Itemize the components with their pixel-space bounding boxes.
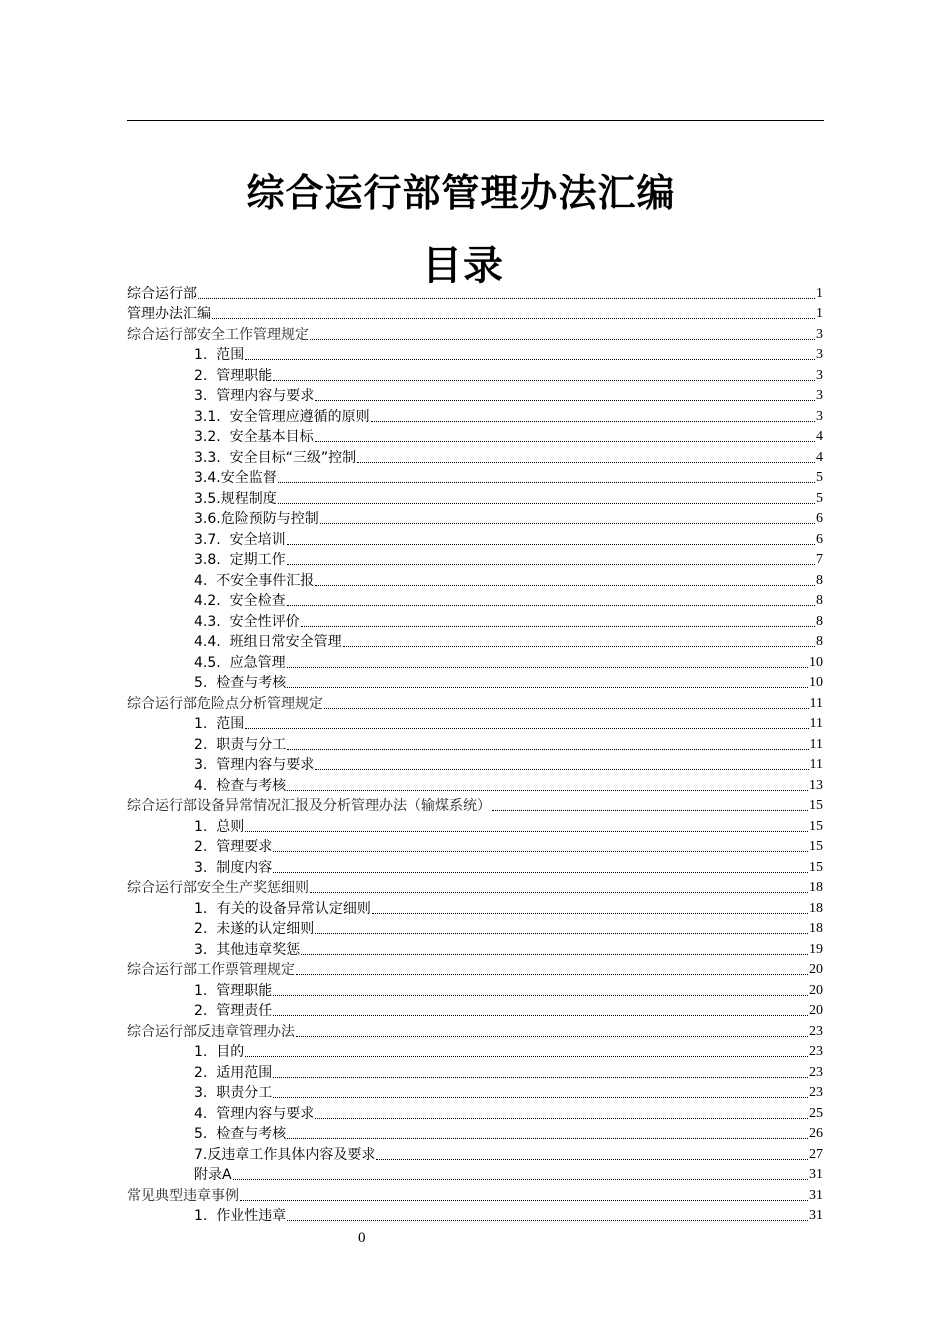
toc-leader-dots [287,749,808,750]
toc-entry[interactable] [127,446,823,467]
toc-entry[interactable] [127,1061,823,1082]
toc-entry-page: 7 [816,552,823,567]
toc-entry[interactable] [127,590,823,611]
toc-entry[interactable] [127,282,823,303]
header-rule [127,120,824,121]
toc-entry-label: 2. 未遂的认定细则 [194,921,315,937]
toc-leader-dots [233,1179,808,1180]
toc-entry-page: 5 [816,470,823,485]
toc-entry-label: 综合运行部反违章管理办法 [127,1023,295,1040]
toc-entry[interactable] [127,1082,823,1103]
toc-entry[interactable] [127,487,823,508]
toc-leader-dots [278,482,815,483]
toc-entry-page: 3 [816,326,823,342]
toc-entry[interactable] [127,979,823,1000]
toc-entry[interactable] [127,754,823,775]
toc-entry-label: 1. 作业性违章 [194,1208,287,1224]
toc-entry-page: 23 [809,1085,823,1100]
toc-entry-page: 1 [816,306,823,321]
toc-leader-dots [287,1220,808,1221]
toc-entry-page: 20 [809,1003,823,1018]
toc-entry-page: 25 [809,1105,823,1121]
toc-entry-label: 3.8. 定期工作 [194,552,286,568]
toc-leader-dots [273,1015,808,1016]
toc-entry-label: 1. 范围 [194,716,245,732]
toc-entry-page: 18 [809,900,823,916]
toc-entry-page: 15 [809,818,823,834]
toc-entry[interactable] [127,1184,823,1205]
toc-leader-dots [240,1200,808,1201]
toc-entry-label: 综合运行部工作票管理规定 [127,962,295,978]
toc-leader-dots [320,523,815,524]
toc-leader-dots [245,728,808,729]
toc-entry-label: 1．有关的设备异常认定细则 [194,900,371,917]
toc-leader-dots [287,605,815,606]
toc-leader-dots [287,790,808,791]
toc-leader-dots [287,667,808,668]
toc-entry-label: 4. 管理内容与要求 [194,1105,315,1122]
toc-leader-dots [287,544,815,545]
toc-entry[interactable] [127,856,823,877]
toc-entry-page: 11 [809,695,823,711]
toc-entry-label: 1. 范围 [194,347,245,363]
toc-entry-label: 7.反违章工作具体内容及要求 [194,1146,376,1163]
toc-entry[interactable] [127,1000,823,1021]
toc-entry[interactable] [127,795,823,816]
toc-entry-label: 3. 职责分工 [194,1085,273,1101]
toc-entry-label: 3.2. 安全基本目标 [194,429,314,445]
toc-entry-label: 5. 检查与考核 [194,1126,287,1142]
toc-entry[interactable] [127,385,823,406]
toc-entry-label: 综合运行部安全工作管理规定 [127,326,309,343]
toc-leader-dots [372,913,808,914]
toc-entry-label: 综合运行部危险点分析管理规定 [127,695,323,712]
toc-entry-label: 2. 管理责任 [194,1003,273,1019]
toc-leader-dots [310,892,808,893]
toc-entry[interactable] [127,877,823,898]
toc-entry-page: 23 [809,1044,823,1059]
toc-entry[interactable] [127,1102,823,1123]
toc-entry[interactable] [127,651,823,672]
toc-leader-dots [371,421,815,422]
toc-entry-label: 管理办法汇编 [127,306,211,322]
toc-entry[interactable] [127,1123,823,1144]
toc-entry-page: 3 [816,388,823,403]
toc-entry-label: 3. 其他违章奖惩 [194,941,301,958]
toc-entry-label: 3.4.安全监督 [194,470,277,486]
toc-leader-dots [198,298,815,299]
toc-entry[interactable] [127,733,823,754]
toc-entry-label: 3. 管理内容与要求 [194,757,315,773]
toc-entry-page: 8 [816,593,823,608]
toc-entry-page: 11 [809,716,823,731]
toc-entry-page: 15 [809,798,823,813]
toc-leader-dots [273,872,808,873]
toc-leader-dots [492,810,808,811]
toc-entry-page: 13 [809,777,823,793]
toc-entry-label: 2. 管理要求 [194,839,273,855]
toc-leader-dots [245,1056,808,1057]
toc-entry[interactable] [127,672,823,693]
toc-entry[interactable] [127,528,823,549]
toc-entry[interactable] [127,323,823,344]
toc-entry-page: 27 [809,1146,823,1162]
toc-entry-label: 综合运行部设备异常情况汇报及分析管理办法（输煤系统） [127,798,491,814]
toc-entry[interactable] [127,303,823,324]
toc-entry-label: 综合运行部安全生产奖惩细则 [127,880,309,896]
toc-entry[interactable] [127,897,823,918]
toc-entry[interactable] [127,631,823,652]
table-of-contents [127,282,823,1225]
toc-entry[interactable] [127,344,823,365]
toc-entry-label: 4.4. 班组日常安全管理 [194,634,342,650]
toc-entry-page: 10 [809,654,823,670]
toc-leader-dots [315,769,808,770]
toc-entry-page: 6 [816,511,823,526]
toc-leader-dots [278,503,815,504]
toc-entry-label: 3. 制度内容 [194,859,273,876]
toc-entry-label: 3. 管理内容与要求 [194,388,315,404]
toc-entry-label: 3.6.危险预防与控制 [194,511,319,527]
toc-entry[interactable] [127,713,823,734]
toc-leader-dots [287,687,808,688]
toc-leader-dots [376,1159,808,1160]
toc-leader-dots [315,1118,808,1119]
toc-leader-dots [343,646,815,647]
page-number: 0 [358,1230,366,1246]
toc-leader-dots [315,933,808,934]
toc-entry-page: 11 [809,736,823,752]
toc-entry[interactable] [127,692,823,713]
toc-entry-page: 31 [809,1167,823,1182]
toc-entry-page: 4 [816,449,823,465]
toc-entry-page: 26 [809,1126,823,1141]
toc-leader-dots [273,995,808,996]
toc-entry-page: 23 [809,1023,823,1039]
toc-leader-dots [287,564,815,565]
toc-entry-page: 3 [816,367,823,383]
toc-heading: 目录 [422,243,504,289]
toc-entry-page: 8 [816,634,823,649]
toc-entry[interactable] [127,1020,823,1041]
toc-entry-page: 6 [816,531,823,547]
toc-entry-label: 4.5. 应急管理 [194,654,286,671]
toc-entry-label: 3.5.规程制度 [194,490,277,507]
toc-entry-label: 常见典型违章事例 [127,1187,239,1204]
toc-entry-page: 8 [816,613,823,629]
toc-entry-page: 3 [816,408,823,424]
toc-entry[interactable] [127,364,823,385]
toc-entry-label: 3.7. 安全培训 [194,531,286,548]
toc-entry[interactable] [127,569,823,590]
toc-leader-dots [357,462,815,463]
toc-entry-page: 19 [809,941,823,957]
toc-entry[interactable] [127,836,823,857]
toc-entry-label: 2. 职责与分工 [194,736,287,753]
toc-entry[interactable] [127,426,823,447]
toc-leader-dots [324,708,809,709]
toc-leader-dots [287,1138,808,1139]
toc-leader-dots [315,400,815,401]
toc-entry-page: 8 [816,572,823,588]
toc-entry-label: 1. 管理职能 [194,982,273,999]
toc-leader-dots [301,954,808,955]
toc-entry[interactable] [127,467,823,488]
toc-leader-dots [296,974,808,975]
toc-leader-dots [301,626,815,627]
toc-entry-label: 3.1. 安全管理应遵循的原则 [194,408,370,425]
toc-entry-page: 15 [809,859,823,875]
toc-entry-label: 4. 不安全事件汇报 [194,572,315,589]
toc-entry-page: 1 [816,285,823,301]
toc-entry-page: 18 [809,880,823,895]
document-title: 综合运行部管理办法汇编 [246,171,676,215]
toc-entry-label: 4.2. 安全检查 [194,593,286,609]
toc-entry-page: 20 [809,982,823,998]
toc-entry[interactable] [127,815,823,836]
toc-entry[interactable] [127,1143,823,1164]
toc-leader-dots [273,1097,808,1098]
toc-entry-page: 20 [809,962,823,977]
toc-entry-label: 4. 检查与考核 [194,777,287,794]
toc-leader-dots [310,339,815,340]
toc-leader-dots [212,318,815,319]
toc-entry[interactable] [127,405,823,426]
toc-entry[interactable] [127,508,823,529]
toc-leader-dots [315,585,815,586]
toc-entry[interactable] [127,1164,823,1185]
toc-entry[interactable] [127,774,823,795]
toc-entry-label: 综合运行部 [127,285,197,302]
toc-entry[interactable] [127,549,823,570]
toc-entry-page: 31 [809,1208,823,1223]
toc-entry-label: 2. 管理职能 [194,367,273,384]
toc-entry-page: 11 [809,757,823,772]
toc-leader-dots [296,1036,808,1037]
toc-entry-label: 3.3. 安全目标“三级”控制 [194,449,357,466]
toc-leader-dots [273,380,815,381]
toc-entry-page: 23 [809,1064,823,1080]
toc-entry-label: 4.3. 安全性评价 [194,613,300,630]
toc-entry-page: 15 [809,839,823,854]
toc-entry[interactable] [127,938,823,959]
toc-entry-page: 18 [809,921,823,936]
toc-entry[interactable] [127,918,823,939]
toc-entry[interactable] [127,1041,823,1062]
toc-entry-label: 2. 适用范围 [194,1064,273,1081]
toc-leader-dots [245,359,815,360]
toc-entry-page: 4 [816,429,823,444]
toc-entry[interactable] [127,959,823,980]
toc-entry-label: 5. 检查与考核 [194,675,287,691]
toc-entry-label: 1. 总则 [194,818,245,835]
toc-entry-label: 附录A [194,1167,232,1183]
toc-entry-page: 3 [816,347,823,362]
toc-entry-label: 1. 目的 [194,1044,245,1060]
toc-entry[interactable] [127,610,823,631]
toc-leader-dots [273,1077,808,1078]
toc-entry[interactable] [127,1205,823,1226]
toc-leader-dots [273,851,808,852]
toc-entry-page: 31 [809,1187,823,1203]
toc-leader-dots [245,831,808,832]
toc-entry-page: 10 [809,675,823,690]
toc-entry-page: 5 [816,490,823,506]
toc-leader-dots [315,441,815,442]
